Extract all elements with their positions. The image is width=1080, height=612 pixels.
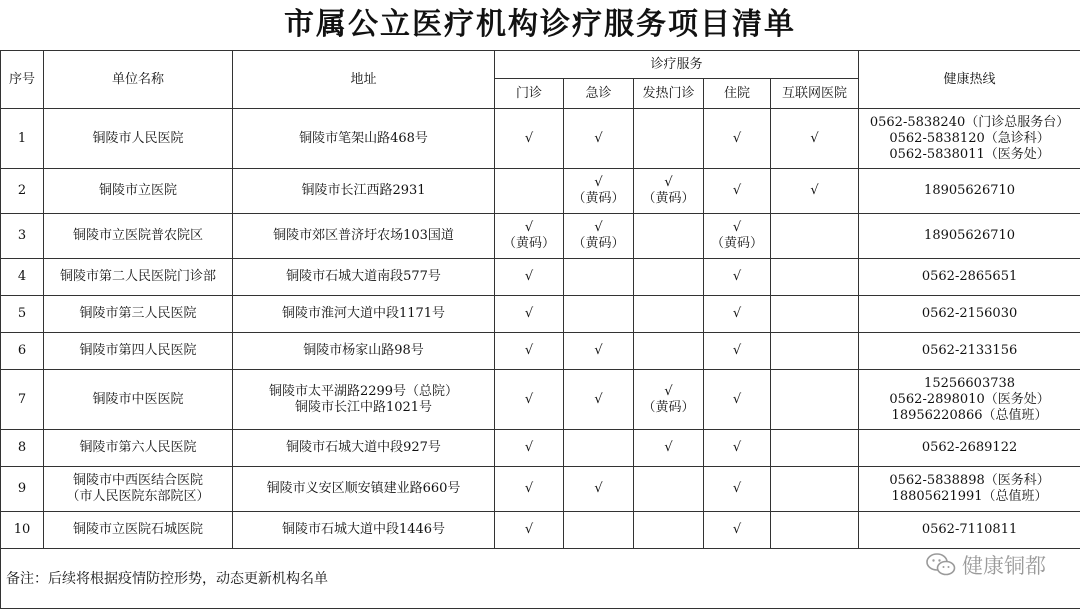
emergency-cell-line: √ [594, 130, 603, 146]
note-row [1, 549, 1080, 609]
fever-clinic-cell [634, 109, 704, 169]
hotline-cell-line: 0562-5838011（医务处） [889, 146, 1050, 162]
unit-name-cell [44, 467, 233, 512]
hotline-cell [859, 430, 1080, 467]
table-row [1, 169, 1080, 214]
address-cell-line: 铜陵市太平湖路2299号（总院） [268, 383, 459, 399]
inpatient-cell [704, 467, 771, 512]
inpatient-cell [704, 296, 771, 333]
inpatient-cell-line: √ [732, 269, 742, 284]
outpatient-cell [495, 333, 564, 370]
hotline-cell-line: 0562-5838120（急诊科） [889, 130, 1050, 146]
outpatient-cell-line: √ [524, 220, 534, 235]
inpatient-cell-line: √ [732, 440, 742, 455]
header-address: 地址 [233, 51, 495, 109]
emergency-cell [564, 512, 634, 549]
inpatient-cell [704, 109, 771, 169]
outpatient-cell [495, 169, 564, 214]
seq-cell: 8 [1, 430, 44, 467]
emergency-cell-line: （黄码） [572, 191, 625, 206]
internet-hospital-cell [771, 296, 859, 333]
fever-clinic-cell [634, 169, 704, 214]
unit-name-cell-line: 铜陵市立医院石城医院 [72, 522, 203, 537]
service-table [0, 50, 1080, 609]
inpatient-cell [704, 430, 771, 467]
outpatient-cell-line: √ [524, 481, 534, 496]
hotline-cell-line: 18805621991（总值班） [891, 489, 1048, 504]
note-text: 备注：后续将根据疫情防控形势，动态更新机构名单 [1, 549, 1080, 609]
wechat-icon [926, 552, 956, 578]
outpatient-cell [495, 259, 564, 296]
header-services: 诊疗服务 [495, 51, 859, 79]
table-row [1, 259, 1080, 296]
hotline-cell-line: 0562-2865651 [921, 269, 1018, 284]
hotline-cell-line: 18905626710 [924, 183, 1016, 198]
hotline-cell-line: 0562-2898010（医务处） [889, 391, 1050, 407]
emergency-cell [564, 370, 634, 430]
outpatient-cell [495, 109, 564, 169]
emergency-cell [564, 430, 634, 467]
address-cell-line: 铜陵市笔架山路468号 [299, 130, 428, 146]
internet-hospital-cell-line: √ [810, 130, 819, 146]
table-row [1, 467, 1080, 512]
outpatient-cell [495, 430, 564, 467]
unit-name-cell-line: （市人民医院东部院区） [66, 489, 210, 504]
hotline-cell-line: 15256603738 [924, 375, 1016, 391]
header-fever-clinic: 发热门诊 [634, 79, 704, 109]
hotline-cell [859, 333, 1080, 370]
header-internet-hospital: 互联网医院 [771, 79, 859, 109]
address-cell [233, 109, 495, 169]
address-cell-line: 铜陵市石城大道南段577号 [286, 269, 441, 284]
watermark [926, 550, 1046, 580]
inpatient-cell [704, 214, 771, 259]
unit-name-cell [44, 169, 233, 214]
address-cell [233, 467, 495, 512]
hotline-cell [859, 467, 1080, 512]
emergency-cell [564, 333, 634, 370]
seq-cell: 2 [1, 169, 44, 214]
address-cell-line: 铜陵市石城大道中段1446号 [281, 522, 446, 537]
inpatient-cell-line: （黄码） [710, 236, 763, 251]
outpatient-cell-line: √ [524, 269, 534, 284]
table-row [1, 333, 1080, 370]
fever-clinic-cell-line: （黄码） [642, 399, 695, 415]
fever-clinic-cell-line: √ [664, 440, 673, 455]
hotline-cell-line: 0562-2133156 [921, 343, 1018, 358]
address-cell-line: 铜陵市石城大道中段927号 [286, 440, 441, 455]
inpatient-cell-line: √ [732, 183, 742, 198]
fever-clinic-cell [634, 370, 704, 430]
hotline-cell-line: 18956220866（总值班） [891, 407, 1048, 423]
seq-cell: 1 [1, 109, 44, 169]
address-cell [233, 259, 495, 296]
internet-hospital-cell [771, 333, 859, 370]
header-outpatient: 门诊 [495, 79, 564, 109]
outpatient-cell [495, 370, 564, 430]
outpatient-cell-line: √ [524, 522, 534, 537]
outpatient-cell-line: √ [524, 391, 534, 407]
hotline-cell [859, 512, 1080, 549]
emergency-cell-line: √ [594, 481, 603, 496]
hotline-cell-line: 0562-5838240（门诊总服务台） [869, 114, 1070, 130]
address-cell [233, 370, 495, 430]
emergency-cell [564, 296, 634, 333]
hotline-cell [859, 169, 1080, 214]
emergency-cell-line: √ [594, 343, 603, 358]
unit-name-cell [44, 333, 233, 370]
emergency-cell [564, 169, 634, 214]
address-cell-line: 铜陵市长江中路1021号 [294, 399, 433, 415]
table-row [1, 296, 1080, 333]
hotline-cell [859, 259, 1080, 296]
outpatient-cell [495, 214, 564, 259]
outpatient-cell-line: √ [524, 130, 534, 146]
header-unit: 单位名称 [44, 51, 233, 109]
hotline-cell-line: 0562-2689122 [921, 440, 1018, 455]
table-row [1, 512, 1080, 549]
hotline-cell [859, 109, 1080, 169]
header-hotline: 健康热线 [859, 51, 1080, 109]
table-row [1, 430, 1080, 467]
address-cell [233, 430, 495, 467]
hotline-cell-line: 0562-5838898（医务科） [889, 473, 1050, 488]
fever-clinic-cell [634, 512, 704, 549]
unit-name-cell [44, 214, 233, 259]
emergency-cell [564, 109, 634, 169]
unit-name-cell-line: 铜陵市立医院 [98, 183, 177, 198]
fever-clinic-cell [634, 214, 704, 259]
table-row [1, 214, 1080, 259]
emergency-cell-line: √ [594, 391, 603, 407]
fever-clinic-cell-line: √ [664, 383, 673, 399]
unit-name-cell-line: 铜陵市中医医院 [92, 391, 184, 407]
table-row [1, 370, 1080, 430]
seq-cell: 10 [1, 512, 44, 549]
inpatient-cell-line: √ [732, 481, 742, 496]
header-row-1 [1, 51, 1080, 79]
fever-clinic-cell [634, 430, 704, 467]
address-cell [233, 512, 495, 549]
seq-cell: 6 [1, 333, 44, 370]
hotline-cell [859, 296, 1080, 333]
address-cell [233, 214, 495, 259]
outpatient-cell [495, 512, 564, 549]
hotline-cell [859, 214, 1080, 259]
unit-name-cell [44, 370, 233, 430]
seq-cell: 9 [1, 467, 44, 512]
inpatient-cell [704, 333, 771, 370]
address-cell-line: 铜陵市淮河大道中段1171号 [281, 306, 446, 321]
internet-hospital-cell [771, 512, 859, 549]
page-title: 市属公立医疗机构诊疗服务项目清单 [284, 7, 796, 42]
outpatient-cell-line: （黄码） [502, 236, 555, 251]
outpatient-cell-line: √ [524, 343, 534, 358]
inpatient-cell-line: √ [732, 220, 742, 235]
internet-hospital-cell [771, 430, 859, 467]
hotline-cell-line: 0562-7110811 [921, 522, 1018, 537]
inpatient-cell-line: √ [732, 343, 742, 358]
address-cell-line: 铜陵市长江西路2931 [301, 183, 426, 198]
table-row [1, 109, 1080, 169]
internet-hospital-cell [771, 109, 859, 169]
outpatient-cell [495, 467, 564, 512]
fever-clinic-cell [634, 259, 704, 296]
internet-hospital-cell [771, 214, 859, 259]
unit-name-cell [44, 512, 233, 549]
unit-name-cell-line: 铜陵市第三人民医院 [79, 306, 197, 321]
internet-hospital-cell [771, 259, 859, 296]
outpatient-cell-line: √ [524, 306, 534, 321]
header-seq: 序号 [1, 51, 44, 109]
internet-hospital-cell [771, 370, 859, 430]
seq-cell: 5 [1, 296, 44, 333]
address-cell-line: 铜陵市义安区顺安镇建业路660号 [266, 481, 461, 496]
fever-clinic-cell [634, 333, 704, 370]
address-cell [233, 296, 495, 333]
address-cell [233, 169, 495, 214]
hotline-cell-line: 0562-2156030 [921, 306, 1018, 321]
hotline-cell-line: 18905626710 [924, 228, 1016, 243]
unit-name-cell-line: 铜陵市第四人民医院 [79, 343, 197, 358]
unit-name-cell-line: 铜陵市第六人民医院 [79, 440, 197, 455]
watermark-text: 健康铜都 [962, 554, 1046, 578]
unit-name-cell [44, 296, 233, 333]
inpatient-cell [704, 259, 771, 296]
unit-name-cell-line: 铜陵市中西医结合医院 [72, 473, 203, 488]
emergency-cell [564, 259, 634, 296]
address-cell-line: 铜陵市杨家山路98号 [303, 343, 424, 358]
fever-clinic-cell [634, 296, 704, 333]
internet-hospital-cell [771, 467, 859, 512]
header-inpatient: 住院 [704, 79, 771, 109]
seq-cell: 4 [1, 259, 44, 296]
unit-name-cell-line: 铜陵市人民医院 [92, 130, 184, 146]
inpatient-cell-line: √ [732, 522, 742, 537]
seq-cell: 3 [1, 214, 44, 259]
internet-hospital-cell [771, 169, 859, 214]
fever-clinic-cell-line: √ [664, 175, 673, 190]
hotline-cell [859, 370, 1080, 430]
fever-clinic-cell [634, 467, 704, 512]
internet-hospital-cell-line: √ [810, 183, 819, 198]
inpatient-cell [704, 512, 771, 549]
outpatient-cell [495, 296, 564, 333]
seq-cell: 7 [1, 370, 44, 430]
address-cell [233, 333, 495, 370]
unit-name-cell-line: 铜陵市立医院普农院区 [72, 228, 203, 243]
unit-name-cell [44, 430, 233, 467]
outpatient-cell-line: √ [524, 440, 534, 455]
unit-name-cell [44, 109, 233, 169]
header-emergency: 急诊 [564, 79, 634, 109]
emergency-cell-line: √ [594, 175, 603, 190]
emergency-cell-line: （黄码） [572, 236, 625, 251]
unit-name-cell-line: 铜陵市第二人民医院门诊部 [59, 269, 216, 284]
emergency-cell-line: √ [594, 220, 603, 235]
emergency-cell [564, 214, 634, 259]
inpatient-cell-line: √ [732, 306, 742, 321]
emergency-cell [564, 467, 634, 512]
inpatient-cell-line: √ [732, 391, 742, 407]
inpatient-cell [704, 169, 771, 214]
address-cell-line: 铜陵市郊区普济圩农场103国道 [273, 228, 454, 243]
fever-clinic-cell-line: （黄码） [642, 191, 695, 206]
inpatient-cell-line: √ [732, 130, 742, 146]
unit-name-cell [44, 259, 233, 296]
inpatient-cell [704, 370, 771, 430]
